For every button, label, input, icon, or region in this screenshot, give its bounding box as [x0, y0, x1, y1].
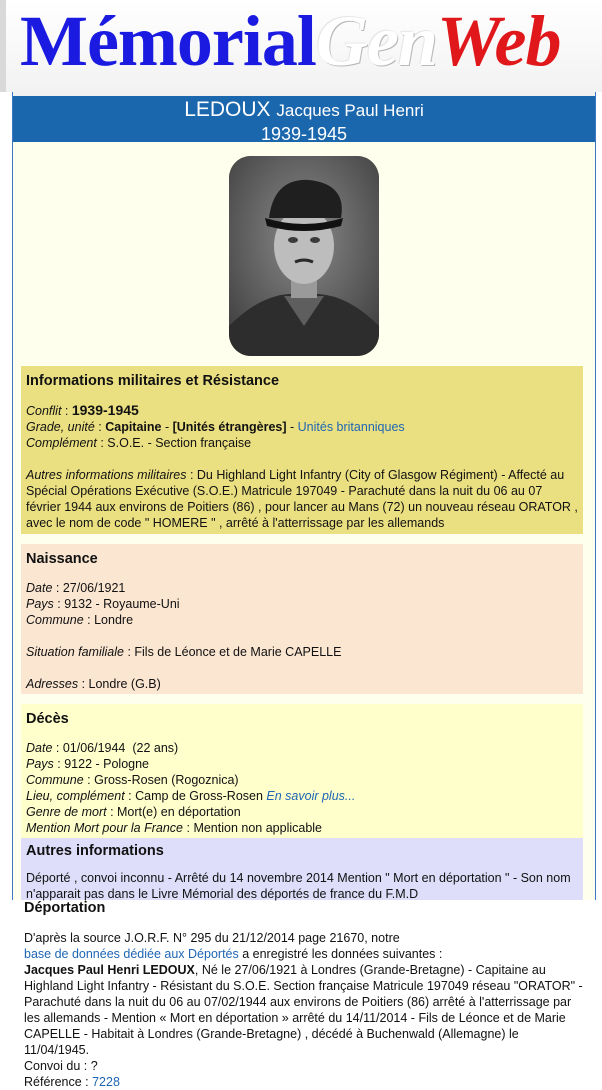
person-period: 1939-1945 [260, 124, 348, 144]
birth-town-value: Londre [94, 613, 134, 627]
death-town-value: Gross-Rosen (Rogoznica) [94, 773, 239, 787]
birth-town-label: Commune [26, 613, 84, 627]
conflict-label: Conflit [26, 404, 62, 418]
death-kind-value: Mort(e) en déportation [117, 805, 241, 819]
birth-title: Naissance [26, 551, 98, 567]
death-place-label: Lieu, complément [26, 789, 125, 803]
birth-panel: Naissance Date : 27/06/1921 Pays : 9132 - Royaume-Uni Commune : Londre Situation familiale : Fils de Léonce et de Marie CAPELLE Adresses : Londre (G.B) [21, 544, 583, 694]
conflict-value: 1939-1945 [71, 402, 139, 418]
person-title [13, 92, 595, 142]
deportation-title: Déportation [24, 900, 106, 916]
grade-value: Capitaine [105, 420, 162, 434]
other-info-panel [21, 838, 583, 900]
military-panel: Informations militaires et Résistance Conflit : 1939-1945 Grade, unité : Capitaine - [Unités étrangères] - Unités britanniques Complément : S.O.E. - Section française Autres informations militaires : Du Highland Light Infantry (City of Glasgow Régiment) - Affecté au Spécial Opérations Exécutive (S.O.E.) Matricule 197049 - Parachuté dans la nuit du 06 au 07 février 1944 aux environs de Poitiers (86) , pour lancer au Mans (72) un nouveau réseau ORATOR , avec le nom de code " HOMERE " , arrêté à l'atterrissage par les allemands [21, 366, 583, 534]
other-info-title: Autres informations [26, 843, 164, 859]
mention-label: Mention Mort pour la France [26, 821, 184, 835]
unit-value: [Unités étrangères] [172, 420, 287, 434]
death-title: Décès [26, 711, 69, 727]
other-info-text: Déporté , convoi inconnu - Arrêté du 14 novembre 2014 Mention " Mort en déportation " - Son nom n'apparait pas dans le Livre Mémorial des déportés de france du F.M.D [26, 871, 571, 901]
convoy-value: ? [90, 1059, 98, 1073]
death-town-label: Commune [26, 773, 84, 787]
reference-line [24, 1074, 584, 1090]
address-value: Londre (G.B) [88, 677, 161, 691]
unit-link[interactable]: Unités britanniques [297, 420, 405, 434]
logo-web: Web [436, 1, 561, 81]
banner-edge [0, 0, 6, 92]
death-place-value: Camp de Gross-Rosen [135, 789, 263, 803]
logo-memorial: Mémorial [20, 1, 316, 81]
birth-date-label: Date [26, 581, 53, 595]
complement-label: Complément [26, 436, 97, 450]
convoy-line [24, 1058, 584, 1074]
site-banner [0, 0, 602, 92]
deportee-full-name: Jacques Paul Henri LEDOUX [24, 963, 195, 977]
complement-value: S.O.E. - Section française [107, 436, 252, 450]
deportees-database-link[interactable]: base de données dédiée aux Déportés [24, 947, 239, 961]
deportee-details: , Né le 27/06/1921 à Londres (Grande-Bretagne) - Capitaine au Highland Light Infantry - Résistant du S.O.E. Section française Matricule 197049 réseau "ORATOR" - Parachuté dans la nuit du 06 au 07/02/1944 aux environs de Poitiers (86) arrêté à l'atterrissage par les allemands - Mention « Mort en déportation » arrêté du 14/11/2014 - Fils de Léonce et de Marie CAPELLE - Habitait à Londres (Grande-Bretagne) , décédé à Buchenwald (Allemagne) le 11/04/1945. [24, 963, 583, 1057]
death-panel: Décès Date : 01/06/1944 (22 ans) Pays : 9122 - Pologne Commune : Gross-Rosen (Rogoznica) Lieu, complément : Camp de Gross-Rosen En savoir plus... Genre de mort : Mort(e) en déportation Mention Mort pour la France : Mention non applicable [21, 704, 583, 840]
reference-link[interactable]: 7228 [92, 1075, 120, 1089]
other-military-label: Autres informations militaires [26, 468, 187, 482]
death-date-label: Date [26, 741, 53, 755]
logo-gen: Gen [315, 1, 437, 81]
convoy-label: Convoi du : [24, 1059, 88, 1073]
deportation-section [24, 898, 584, 1090]
birth-country-value: 9132 - Royaume-Uni [64, 597, 180, 611]
death-kind-label: Genre de mort [26, 805, 107, 819]
reference-label: Référence : [24, 1075, 89, 1089]
family-value: Fils de Léonce et de Marie CAPELLE [134, 645, 342, 659]
portrait-image [229, 156, 379, 356]
deportation-source-text: D'après la source J.O.R.F. N° 295 du 21/12/2014 page 21670, notre [24, 931, 400, 945]
address-label: Adresses [26, 677, 79, 691]
death-country-value: 9122 - Pologne [64, 757, 150, 771]
death-date-value: 01/06/1944 (22 ans) [62, 741, 179, 755]
birth-date-value: 27/06/1921 [62, 581, 126, 595]
deportation-db-suffix: a enregistré les données suivantes : [238, 947, 443, 961]
death-country-label: Pays [26, 757, 54, 771]
deportation-source [24, 930, 584, 962]
mention-value: Mention non applicable [193, 821, 323, 835]
portrait-photo[interactable] [229, 156, 379, 356]
family-label: Situation familiale [26, 645, 124, 659]
person-surname: LEDOUX [184, 98, 271, 121]
person-card [12, 92, 596, 900]
grade-label: Grade, unité [26, 420, 95, 434]
deportation-record [24, 962, 584, 1058]
birth-country-label: Pays [26, 597, 54, 611]
military-title: Informations militaires et Résistance [26, 373, 280, 389]
site-logo[interactable] [20, 0, 561, 84]
other-military-value: Du Highland Light Infantry (City of Glasgow Régiment) - Affecté au Spécial Opérations Exécutive (S.O.E.) Matricule 197049 - Parachuté dans la nuit du 06 au 07 février 1944 aux environs de Poitiers (86) , pour lancer au Mans (72) un nouveau réseau ORATOR , avec le nom de code " HOMERE " , arrêté à l'atterrissage par les allemands [26, 468, 578, 530]
person-given-names: Jacques Paul Henri [276, 101, 424, 120]
learn-more-link[interactable]: En savoir plus... [266, 789, 356, 803]
